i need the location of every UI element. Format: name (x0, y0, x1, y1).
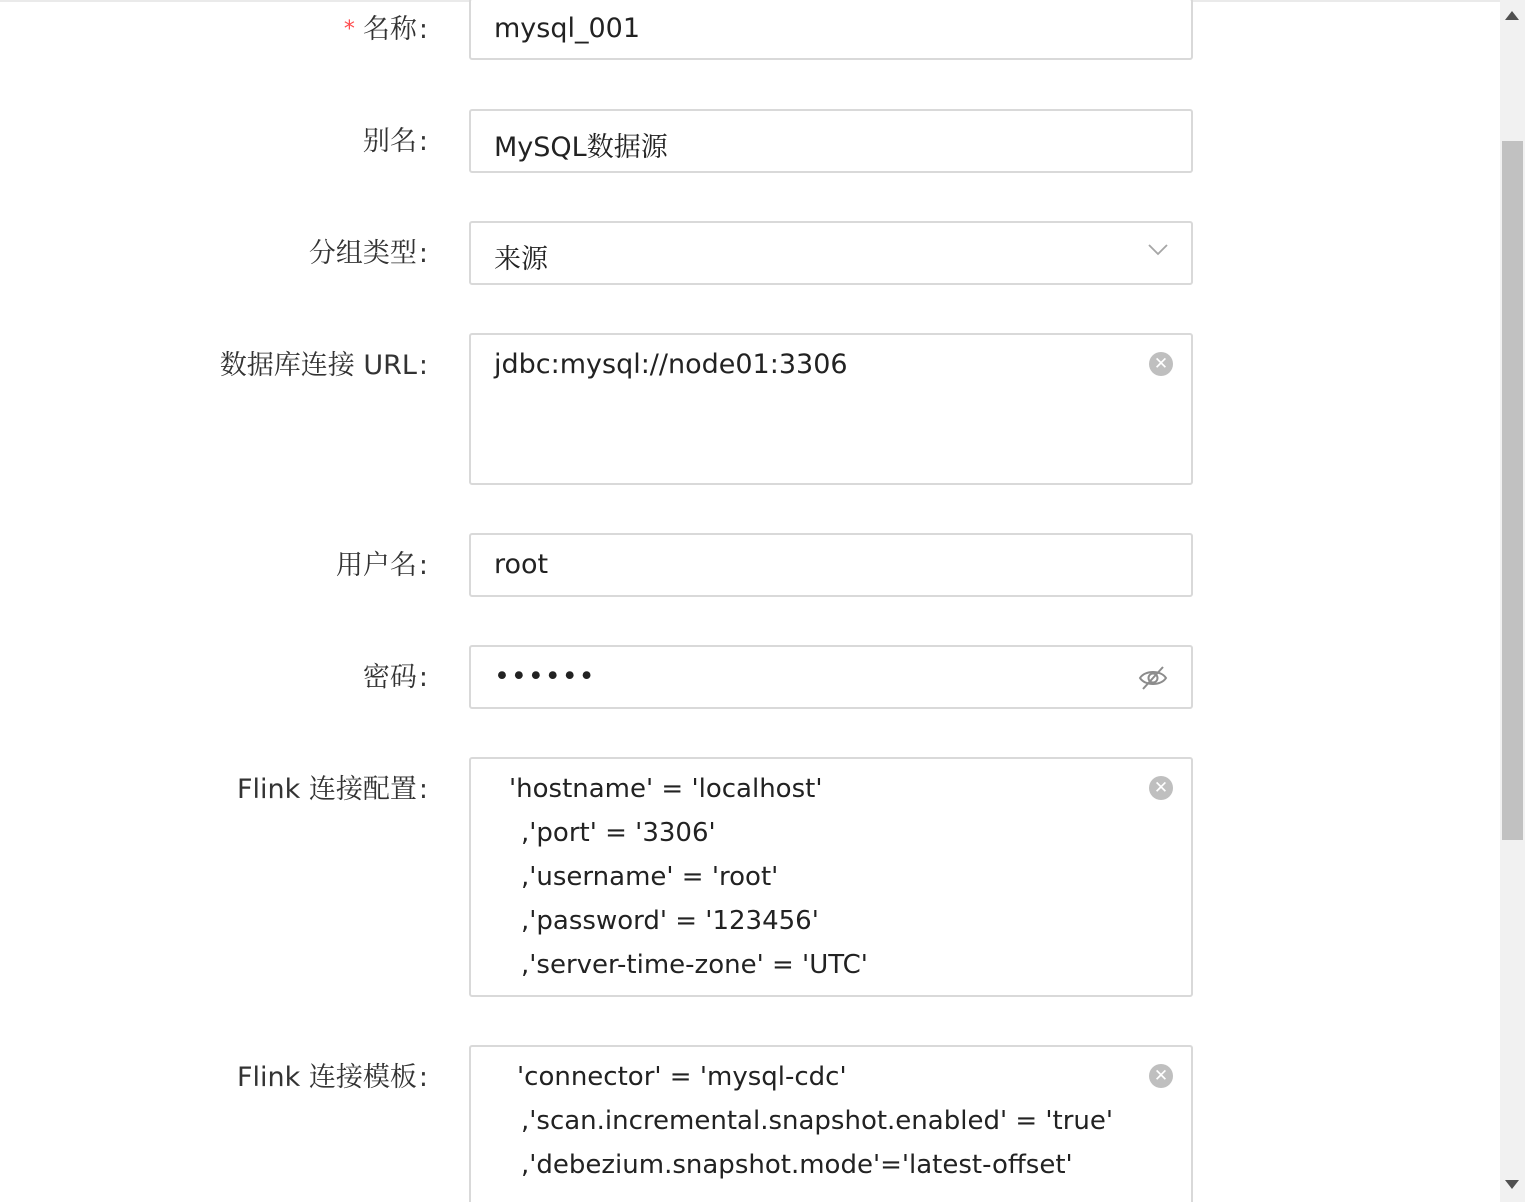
flink-config-line: 'hostname' = 'localhost' (509, 774, 823, 804)
group-type-select[interactable] (469, 221, 1193, 285)
flink-template-textarea[interactable] (469, 1045, 1193, 1202)
name-label: * 名称: (343, 14, 428, 45)
flink-config-line: ,'port' = '3306' (521, 818, 716, 848)
vertical-scrollbar[interactable] (1500, 0, 1525, 1202)
form-row-username (0, 533, 1500, 597)
group-type-selected-value: 来源 (494, 244, 548, 275)
scroll-down-arrow-icon[interactable] (1505, 1180, 1519, 1189)
flink-config-label: Flink 连接配置: (237, 774, 428, 805)
alias-label: 别名: (362, 126, 428, 157)
form-row-password (0, 645, 1500, 709)
form-row-flink-template (0, 1045, 1500, 1202)
name-input[interactable] (469, 0, 1193, 60)
username-input[interactable] (469, 533, 1193, 597)
close-circle-icon[interactable]: ✕ (1149, 352, 1173, 376)
form-row-db-url (0, 333, 1500, 485)
password-label: 密码: (362, 662, 428, 693)
password-input[interactable] (469, 645, 1193, 709)
db-url-label: 数据库连接 URL: (219, 350, 428, 381)
close-circle-icon[interactable]: ✕ (1149, 776, 1173, 800)
db-url-textarea[interactable] (469, 333, 1193, 485)
flink-template-line: ,'scan.incremental.snapshot.enabled' = 'true' (521, 1106, 1114, 1136)
scroll-up-arrow-icon[interactable] (1505, 11, 1519, 20)
form-row-group-type (0, 221, 1500, 285)
flink-config-line: ,'password' = '123456' (521, 906, 819, 936)
alias-input[interactable] (469, 109, 1193, 173)
form-row-alias (0, 109, 1500, 173)
password-masked-value: •••••• (494, 661, 596, 692)
eye-invisible-icon[interactable] (1137, 662, 1169, 694)
db-url-value: jdbc:mysql://node01:3306 (494, 349, 848, 380)
flink-template-line: ,'debezium.snapshot.mode'='latest-offset' (521, 1150, 1073, 1180)
flink-template-label: Flink 连接模板: (237, 1062, 428, 1093)
flink-config-line: ,'username' = 'root' (521, 862, 779, 892)
form-row-flink-config (0, 757, 1500, 997)
flink-config-line: ,'server-time-zone' = 'UTC' (521, 950, 868, 980)
flink-template-line: 'connector' = 'mysql-cdc' (517, 1062, 847, 1092)
flink-config-textarea[interactable] (469, 757, 1193, 997)
form-row-name (0, 0, 1500, 62)
close-circle-icon[interactable]: ✕ (1149, 1064, 1173, 1088)
scrollbar-thumb[interactable] (1502, 141, 1523, 840)
required-mark: * (343, 17, 355, 42)
name-input-value: mysql_001 (494, 13, 641, 44)
username-label: 用户名: (335, 550, 428, 581)
group-type-label: 分组类型: (308, 238, 428, 269)
username-input-value: root (494, 549, 549, 580)
chevron-down-icon (1147, 238, 1169, 260)
alias-input-value: MySQL数据源 (494, 132, 668, 163)
